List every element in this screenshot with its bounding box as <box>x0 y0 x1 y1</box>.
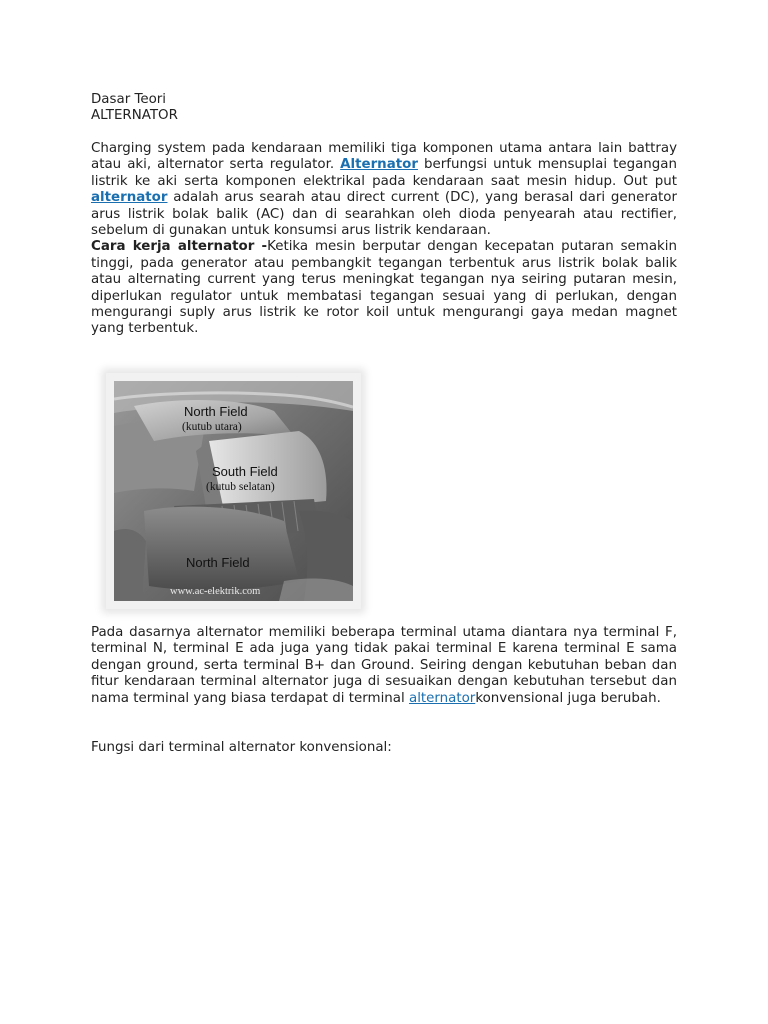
photo-watermark: www.ac-elektrik.com <box>170 586 261 597</box>
rotor-illustration <box>114 381 353 601</box>
label-south-field: South Field <box>212 464 278 479</box>
label-kutub-selatan: (kutub selatan) <box>206 481 275 493</box>
alternator-link-3[interactable]: alternator <box>408 690 476 706</box>
terminal-text-a: Pada dasarnya alternator memiliki beberapa terminal utama diantara nya terminal F, terminal N, terminal E ada juga yang tidak pakai terminal E karena terminal E sama dengan ground, serta terminal B+ dan Ground. Seiring dengan kebutuhan beban dan fitur kendaraan terminal alternator juga di sesuaikan dengan kebutuhan tersebut dan nama terminal yang biasa terdapat di terminal <box>91 625 677 706</box>
label-north-field-bottom: North Field <box>186 555 250 570</box>
heading-line-alternator: ALTERNATOR <box>91 108 178 124</box>
terminal-function-heading: Fungsi dari terminal alternator konvensional: <box>91 740 392 755</box>
north-field-pole-bottom <box>144 507 299 590</box>
alternator-rotor-photo <box>106 373 361 609</box>
document-heading <box>91 92 677 125</box>
label-north-field-top: North Field <box>184 404 248 419</box>
intro-text-c: adalah arus searah atau direct current (DC), yang berasal dari generator arus listrik bolak balik (AC) dan di searahkan oleh dioda penyearah atau rectifier, sebelum di gunakan untuk konsumsi arus listrik kendaraan. <box>91 190 677 239</box>
alternator-link-2[interactable]: alternator <box>91 190 168 206</box>
heading-line-dasar-teori: Dasar Teori <box>91 92 167 107</box>
label-kutub-utara: (kutub utara) <box>182 421 242 433</box>
cara-kerja-text: Ketika mesin berputar dengan kecepatan putaran semakin tinggi, pada generator atau pembangkit tegangan terbentuk arus listrik bolak balik atau alternating current yang terus meningkat tegangan nya seiring putaran mesin, diperlukan regulator untuk membatasi tegangan sesuai yang di perlukan, dengan mengurangi suply arus listrik ke rotor koil untuk mengurangi gaya medan magnet yang terbentuk. <box>91 239 677 337</box>
cara-kerja-label: Cara kerja alternator - <box>91 239 268 255</box>
intro-text-a: Charging system pada kendaraan memiliki tiga komponen utama antara lain battray atau aki, alternator serta regulator. <box>91 141 677 173</box>
alternator-link-1[interactable]: Alternator <box>340 157 418 173</box>
terminal-text-b: konvensional juga berubah. <box>475 690 661 706</box>
intro-text-b: berfungsi untuk mensuplai tegangan listrik ke aki serta komponen elektrikal pada kendaraan saat mesin hidup. Out put <box>91 157 677 189</box>
terminal-paragraph <box>91 625 677 707</box>
intro-paragraph <box>91 141 677 338</box>
